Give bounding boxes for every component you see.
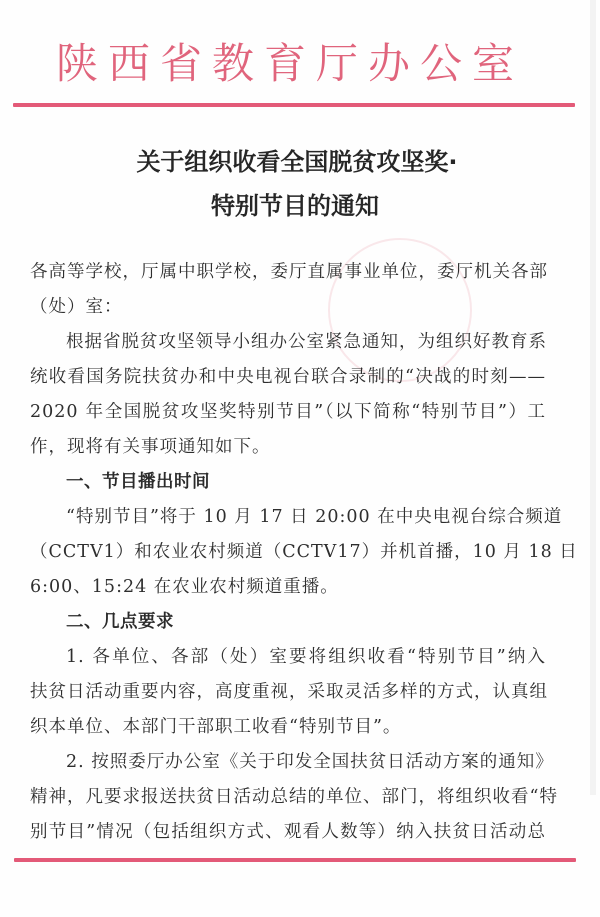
intro-paragraph-line: 2020 年全国脱贫攻坚奖特别节目”（以下简称“特别节目”）工 [30,402,546,422]
broadcast-paragraph-line: （CCTV1）和农业农村频道（CCTV17）并机首播，10 月 18 日 [30,542,578,562]
requirement-2-line: 2. 按照委厅办公室《关于印发全国扶贫日活动方案的通知》 [66,752,554,772]
broadcast-paragraph-line: 6:00、15:24 在农业农村频道重播。 [30,577,339,597]
requirement-1-line: 织本单位、本部门干部职工收看“特别节目”。 [30,717,402,737]
requirement-2-line: 精神，凡要求报送扶贫日活动总结的单位、部门，将组织收看“特 [30,787,558,807]
scan-edge-shadow [590,0,596,795]
intro-paragraph-line: 根据省脱贫攻坚领导小组办公室紧急通知，为组织好教育系 [66,332,547,352]
section-heading-requirements: 二、几点要求 [66,612,174,632]
letterhead-org-name: 陕西省教育厅办公室 [55,39,524,88]
intro-paragraph-line: 作，现将有关事项通知如下。 [30,437,271,457]
document-title [100,140,500,228]
section-heading-broadcast-time: 一、节目播出时间 [66,472,210,492]
requirement-1-line: 1. 各单位、各部（处）室要将组织收看“特别节目”纳入 [66,647,546,667]
document-title-line-1: 关于组织收看全国脱贫攻坚奖· [136,148,458,176]
letterhead-red-rule [13,103,575,107]
requirement-1-line: 扶贫日活动重要内容，高度重视，采取灵活多样的方式，认真组 [30,682,548,702]
addressee-line: （处）室： [30,297,123,317]
document-title-line-2: 特别节目的通知 [211,192,379,220]
document-body [30,255,578,850]
footer-red-rule [14,858,576,862]
requirement-2-line: 别节目”情况（包括组织方式、观看人数等）纳入扶贫日活动总 [30,822,546,842]
intro-paragraph-line: 统收看国务院扶贫办和中央电视台联合录制的“决战的时刻—— [30,367,546,387]
addressee-line: 各高等学校，厅属中职学校，委厅直属事业单位，委厅机关各部 [30,262,548,282]
broadcast-paragraph-line: “特别节目”将于 10 月 17 日 20:00 在中央电视台综合频道 [66,507,563,527]
